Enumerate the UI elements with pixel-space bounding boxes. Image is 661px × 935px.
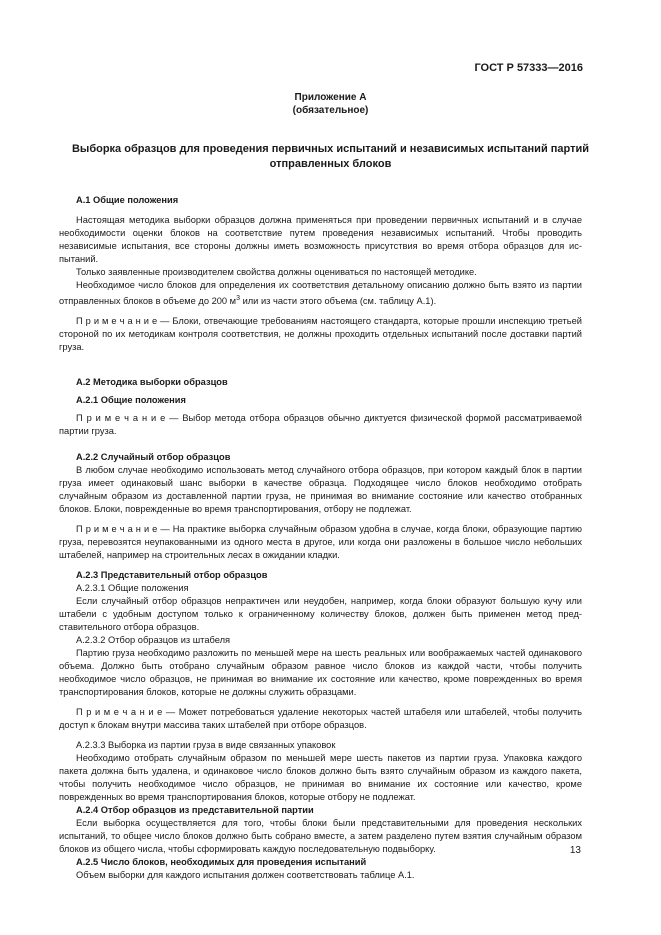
note: П р и м е ч а н и е — Выбор метода отбора образцов обычно диктуется физической формой рассматриваемой партии груза. [59, 413, 582, 437]
paragraph: Объем выборки для каждого испытания должен соответствовать таблице А.1. [76, 870, 415, 881]
document-body [59, 194, 582, 882]
paragraph: В любом случае необходимо использовать метод случайного отбора образцов, при котором каждый блок в партии груза имеет одинаковый шанс выборки в качестве образца. Подходящее число блоков необходимо отобрать случайным образом из доставленной партии груза, не принимая во внимание состояние или качество отобранных блоков. Блоки, поврежденные во время транспортирования, отбору не подлежат. [59, 465, 582, 515]
paragraph: Если выборка осуществляется для того, чтобы блоки были представительными для проведения нескольких испытаний, то общее число блоков должно быть собрано вместе, а затем разделено путем взятия случайным образом блоков из общего числа, чтобы сформировать каждую последовательную подвыборку. [59, 818, 582, 855]
subsection-heading: А.2.3 Представительный отбор образцов [76, 570, 268, 581]
paragraph: Настоящая методика выборки образцов должна применяться при проведении первичных испытаний и в случае необходимости оценки блоков на соответствие путем проведения независимых испытаний. Чтобы проводить независимые испытания, все стороны должны иметь возможность присутствия во время отбора образцов для испытаний. [59, 215, 582, 264]
subsection-heading: А.2.2 Случайный отбор образцов [76, 452, 231, 463]
paragraph: Необходимое число блоков для определения их соответствия детальному описанию должно быть взято из партии отправленных блоков в объеме до 200 $м^3$ или из части этого объема (см. таблицу А.1). [59, 280, 582, 307]
paragraph: Партию груза необходимо разложить по меньшей мере на шесть реальных или воображаемых частей одинакового объема. Должно быть отобрано случайным образом равное число блоков из каждой части, чтобы получить необходимое число образцов, не принимая во внимание их состояние или качество, кроме поврежденных во время транспортирования блоков, которые не должны служить образцами. [59, 648, 582, 698]
note: П р и м е ч а н и е — На практике выборка случайным образом удобна в случае, когда блоки, образующие партию груза, перевозятся неупакованными из одного места в другое, или когда они разложены в большое число небольших штабелей, например на строительных лесах в ожидании кладки. [59, 524, 582, 561]
page-number: 13 [569, 845, 581, 856]
document-title: Выборка образцов для проведения первичных испытаний и независимых испытаний партий отправленных блоков [71, 143, 590, 170]
subsection-heading: А.2.4 Отбор образцов из представительной партии [76, 805, 314, 816]
annex-title: Приложение А [294, 92, 367, 103]
note: П р и м е ч а н и е — Блоки, отвечающие требованиям настоящего стандарта, которые прошли инспекцию третьей стороной по их методикам контроля соответствия, не должны проходить отдельных испытаний после доставки партий груза. [59, 316, 582, 353]
standard-designation: ГОСТ Р 57333—2016 [474, 62, 583, 74]
subsubsection-heading: А.2.3.3 Выборка из партии груза в виде связанных упаковок [76, 740, 336, 751]
paragraph: Необходимо отобрать случайным образом по меньшей мере шесть пакетов из партии груза. Упаковка каждого пакета должна быть удалена, и одинаковое число блоков должно быть взято случайным образом из каждого пакета, чтобы получить необходимое число образцов, не принимая во внимание их состояние или качество, кроме поврежденных во время транспортирования блоков, которые отбору не подлежат. [59, 753, 582, 803]
section-heading-a1: А.1 Общие положения [76, 195, 179, 205]
paragraph: Если случайный отбор образцов непрактичен или неудобен, например, когда блоки образуют большую кучу или штабели с удобным доступом только к ограниченному количеству блоков, должен быть применен метод представительного отбора образцов. [59, 596, 582, 633]
note: П р и м е ч а н и е — Может потребоваться удаление некоторых частей штабеля или штабелей, чтобы получить доступ к блокам внутри массива таких штабелей при отборе образцов. [59, 707, 582, 731]
paragraph: Только заявленные производителем свойства должны оцениваться по настоящей методике. [76, 267, 477, 277]
section-heading-a2: А.2 Методика выборки образцов [76, 377, 228, 388]
subsubsection-heading: А.2.3.2 Отбор образцов из штабеля [76, 635, 231, 646]
annex-status: (обязательное) [292, 105, 369, 116]
subsubsection-heading: А.2.3.1 Общие положения [76, 583, 189, 594]
subsection-heading: А.2.1 Общие положения [76, 395, 186, 406]
subsection-heading: А.2.5 Число блоков, необходимых для проведения испытаний [76, 857, 367, 868]
